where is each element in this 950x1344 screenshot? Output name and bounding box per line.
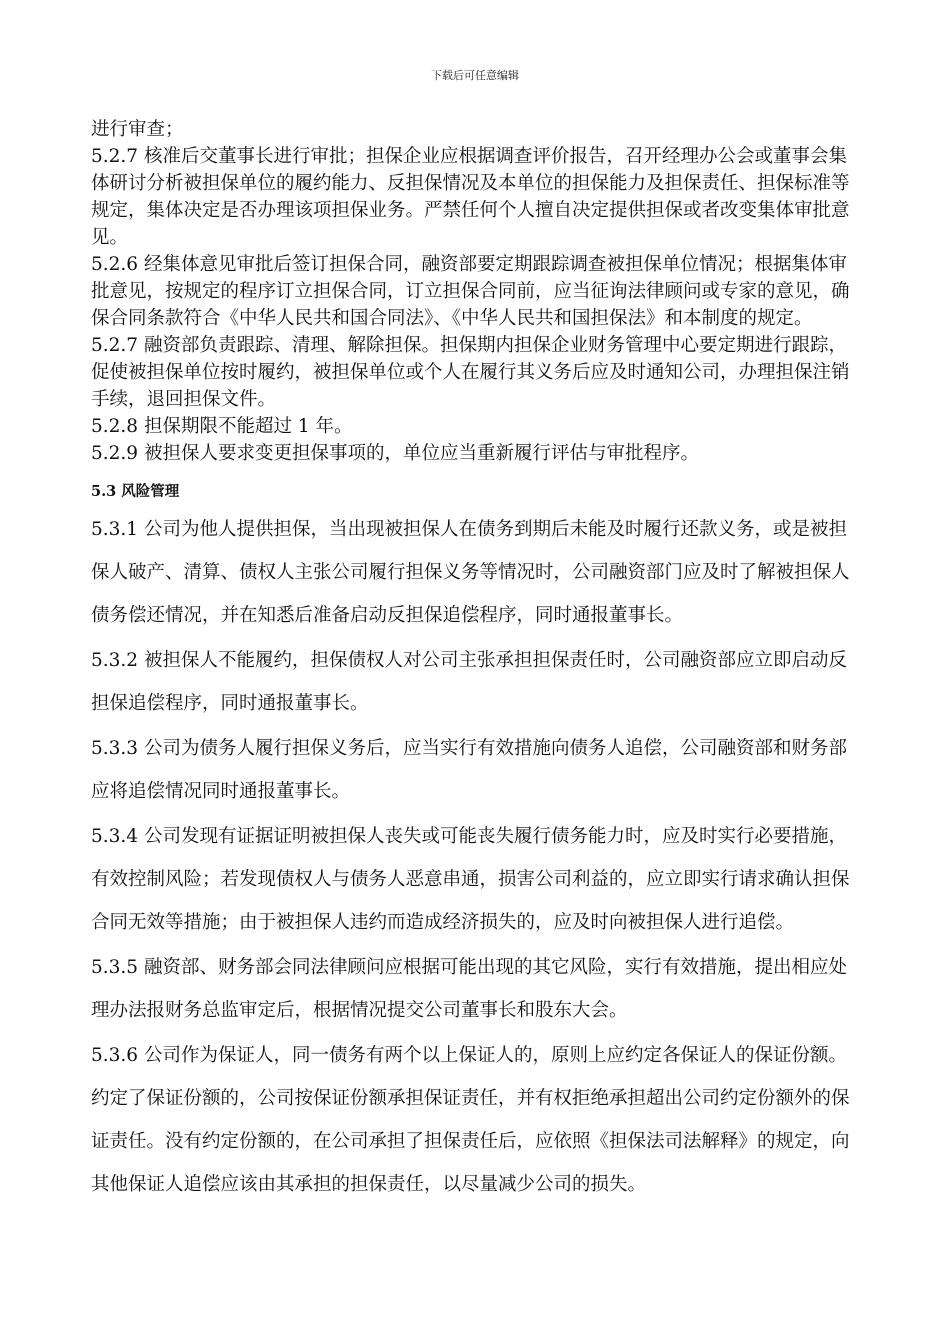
paragraph: 5.2.7 融资部负责跟踪、清理、解除担保。担保期内担保企业财务管理中心要定期进行跟踪，促使被担保单位按时履约，被担保单位或个人在履行其义务后应及时通知公司，办理担保注销手续，退回担保文件。 — [91, 335, 850, 410]
paragraph: 5.3.4 公司发现有证据证明被担保人丧失或可能丧失履行债务能力时，应及时实行必要措施，有效控制风险；若发现债权人与债务人恶意串通，损害公司利益的，应立即实行请求确认担保合同无效等措施；由于被担保人违约而造成经济损失的，应及时向被担保人进行追偿。 — [91, 826, 850, 933]
paragraph: 5.2.9 被担保人要求变更担保事项的，单位应当重新履行评估与审批程序。 — [91, 443, 699, 464]
paragraph: 5.3.3 公司为债务人履行担保义务后，应当实行有效措施向债务人追偿，公司融资部和财务部应将追偿情况同时通报董事长。 — [91, 738, 847, 802]
paragraph: 5.3.1 公司为他人提供担保，当出现被担保人在债务到期后未能及时履行还款义务，或是被担保人破产、清算、债权人主张公司履行担保义务等情况时，公司融资部门应及时了解被担保人债务偿还情况，并在知悉后准备启动反担保追偿程序，同时通报董事长。 — [91, 519, 850, 626]
paragraph: 5.3.2 被担保人不能履约，担保债权人对公司主张承担担保责任时，公司融资部应立即启动反担保追偿程序，同时通报董事长。 — [91, 650, 847, 714]
paragraph: 5.2.7 核准后交董事长进行审批；担保企业应根据调查评价报告，召开经理办公会或董事会集体研讨分析被担保单位的履约能力、反担保情况及本单位的担保能力及担保责任、担保标准等规定，集体决定是否办理该项担保业务。严禁任何个人擅自决定提供担保或者改变集体审批意见。 — [91, 146, 850, 248]
paragraph: 5.3.5 融资部、财务部会同法律顾问应根据可能出现的其它风险，实行有效措施，提出相应处理办法报财务总监审定后，根据情况提交公司董事长和股东大会。 — [91, 957, 847, 1021]
section-heading: 5.3 风险管理 — [91, 483, 180, 500]
page-header: 下载后可任意编辑 — [431, 69, 519, 82]
section-5-2-body — [91, 116, 851, 467]
paragraph: 进行审查； — [91, 119, 184, 140]
paragraph: 5.3.6 公司作为保证人，同一债务有两个以上保证人的，原则上应约定各保证人的保证份额。约定了保证份额的，公司按保证份额承担保证责任，并有权拒绝承担超出公司约定份额外的保证责任。没有约定份额的，在公司承担了担保责任后，应依照《担保法司法解释》的规定，向其他保证人追偿应该由其承担的担保责任，以尽量减少公司的损失。 — [91, 1045, 850, 1195]
section-5-3-body — [91, 508, 851, 1208]
paragraph: 5.2.6 经集体意见审批后签订担保合同，融资部要定期跟踪调查被担保单位情况；根据集体审批意见，按规定的程序订立担保合同，订立担保合同前，应当征询法律顾问或专家的意见，确保合同条款符合《中华人民共和国合同法》、《中华人民共和国担保法》和本制度的规定。 — [91, 254, 850, 329]
paragraph: 5.2.8 担保期限不能超过 1 年。 — [91, 416, 353, 437]
